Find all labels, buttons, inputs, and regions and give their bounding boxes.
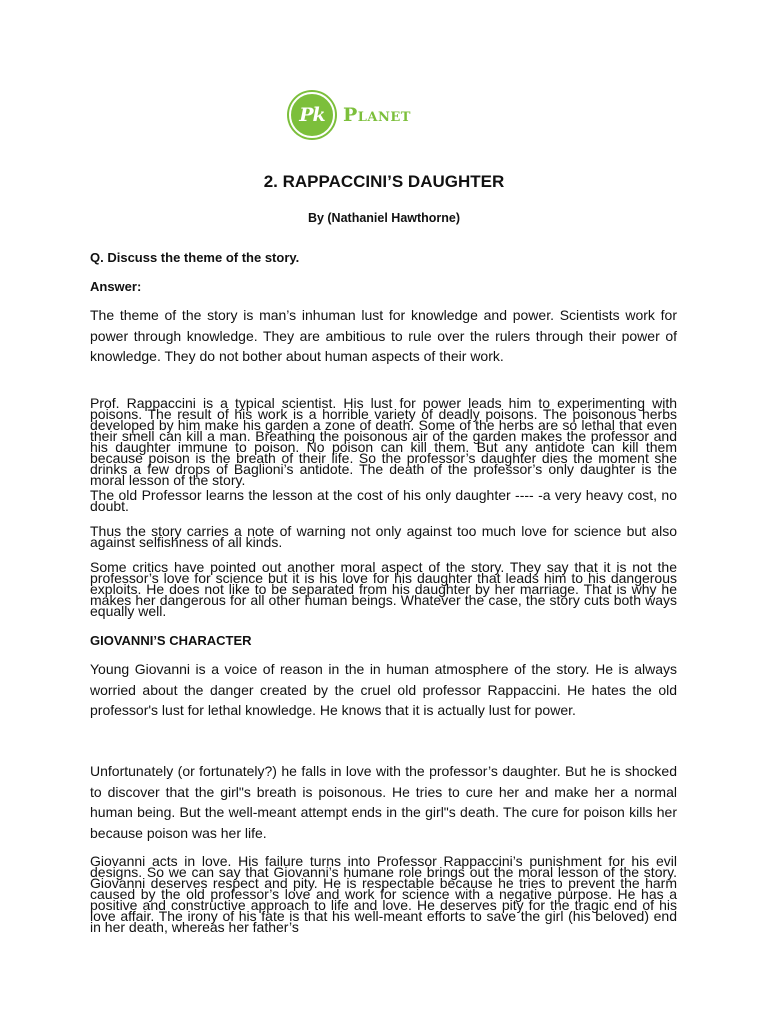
- logo-mark: Pk: [299, 104, 325, 126]
- paragraph-rappaccini-scientist: Prof. Rappaccini is a typical scientist. His lust for power leads him to experimenting with poisons. The result of his work is a horrible variety of deadly poisons. The poisonous herbs developed by him make his garden a zone of death. Some of the herbs are so lethal that even their smell can kill a man. Breathing the poisonous air of the garden makes the professor and his daughter immune to poison. No poison can kill them. But any antidote can kill them because poison is the breath of their life. So the professor’s daughter dies the moment she drinks a few drops of Baglioni’s antidote. The death of the professor’s only daughter is the moral lesson of the story.: [90, 395, 677, 488]
- document-title: 2. RAPPACCINI’S DAUGHTER: [263, 172, 505, 191]
- paragraph-theme-intro: The theme of the story is man’s inhuman lust for knowledge and power. Scientists work for power through knowledge. They are ambitious to rule over the rulers through their power of knowledge. They do not bother about human aspects of their work.: [90, 307, 677, 364]
- question-heading: Q. Discuss the theme of the story.: [90, 250, 300, 265]
- paragraph-giovanni-acts: Giovanni acts in love. His failure turns into Professor Rappaccini’s punishment for his evil designs. So we can say that Giovanni’s humane role brings out the moral lesson of the story. Giovanni deserves respect and pity. He is respectable because he tries to prevent the harm caused by the old professor’s love and work for science with a negative purpose. He has a positive and constructive approach to life and love. He deserves pity for the tragic end of his love affair. The irony of his fate is that his well-meant efforts to save the girl (his beloved) end in her death, whereas her father’s: [90, 853, 677, 935]
- paragraph-giovanni-reason: Young Giovanni is a voice of reason in the in human atmosphere of the story. He is always worried about the danger created by the cruel old professor Rappaccini. He hates the old professor's lust for lethal knowledge. He knows that it is actually lust for power.: [90, 661, 677, 718]
- paragraph-lesson-cost: The old Professor learns the lesson at the cost of his only daughter ---- -a very heavy cost, no doubt.: [90, 487, 677, 514]
- author-byline: By (Nathaniel Hawthorne): [307, 211, 461, 225]
- section-heading-giovanni: GIOVANNI’S CHARACTER: [90, 633, 252, 648]
- paragraph-critics: Some critics have pointed out another moral aspect of the story. They say that it is not the professor’s love for science but it is his love for his daughter that leads him to his dangerous exploits. He does not like to be separated from his daughter by her marriage. That is why he makes her dangerous for all other human beings. Whatever the case, the story cuts both ways equally well.: [90, 559, 677, 619]
- logo-wordmark: Planet: [343, 104, 411, 126]
- paragraph-warning: Thus the story carries a note of warning not only against too much love for science but also against selfishness of all kinds.: [90, 523, 677, 550]
- paragraph-falls-in-love: Unfortunately (or fortunately?) he falls in love with the professor’s daughter. But he is shocked to discover that the girl"s breath is poisonous. He tries to cure her and make her a normal human being. But the well-meant attempt ends in the girl"s death. The cure for poison kills her because poison was her life.: [90, 763, 677, 841]
- planet-logo: [287, 90, 411, 140]
- answer-label: Answer:: [90, 279, 142, 294]
- pk-logo-icon: [287, 90, 337, 140]
